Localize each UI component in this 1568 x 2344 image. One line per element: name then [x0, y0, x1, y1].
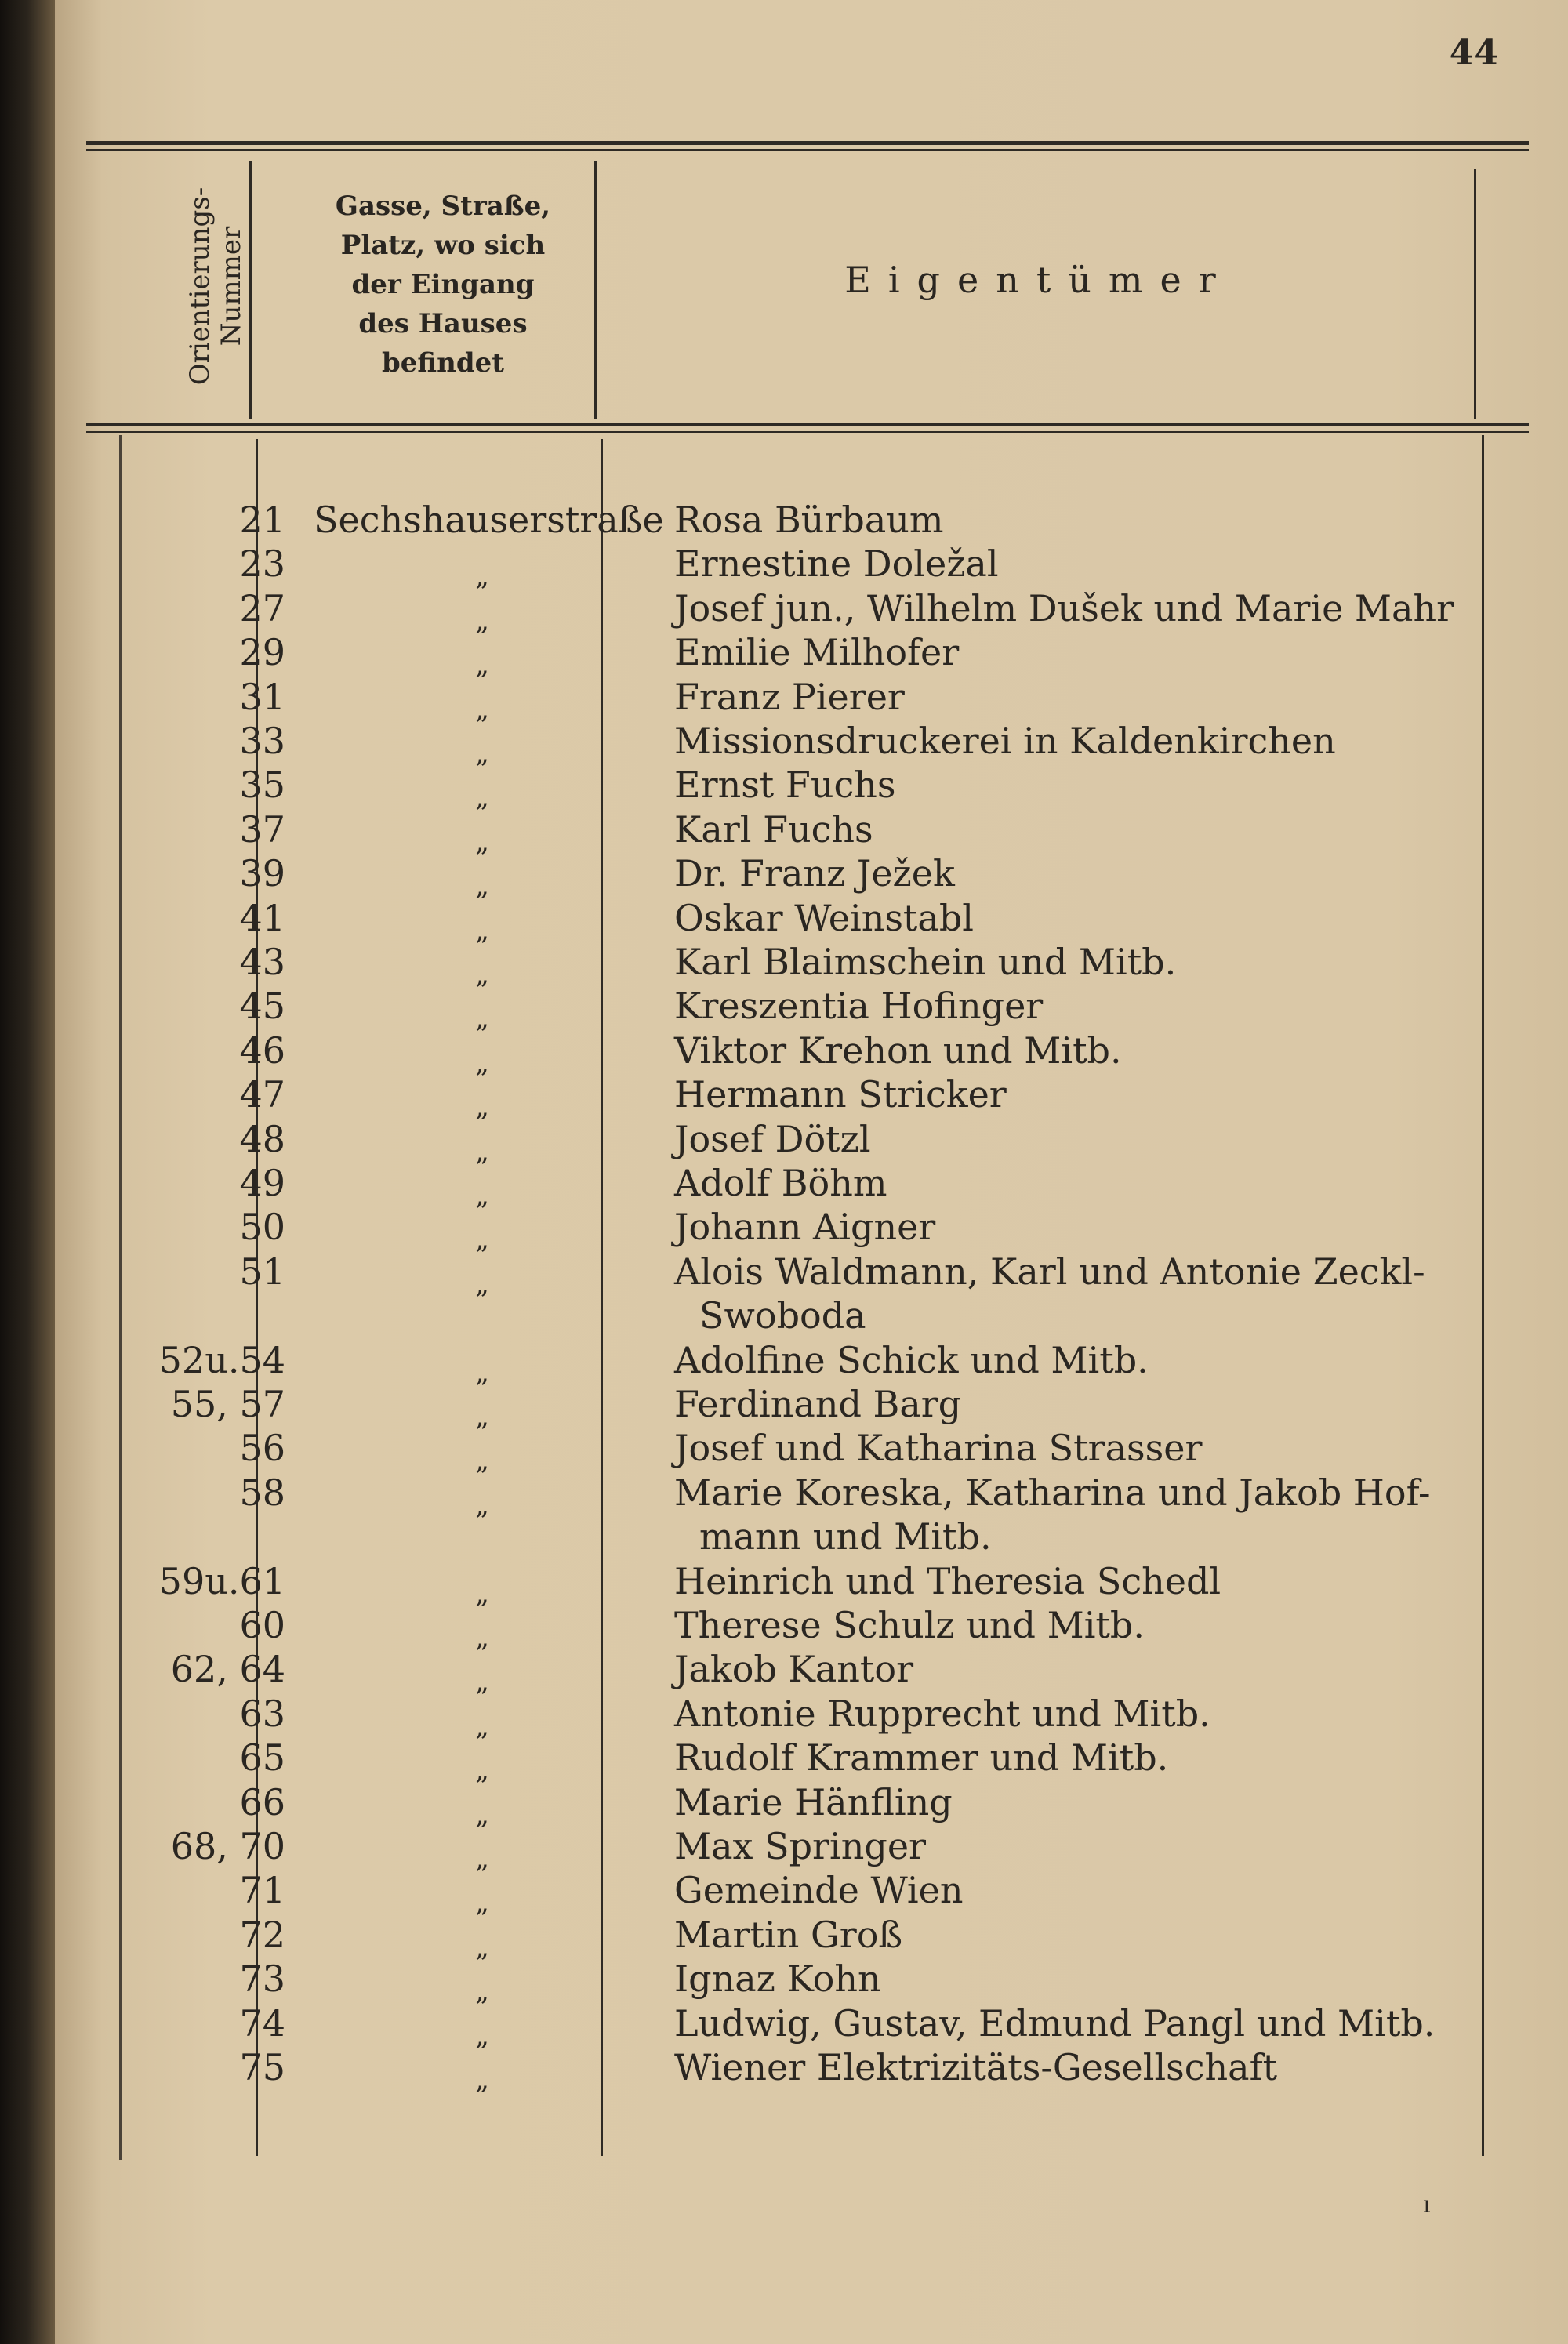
owner-name: Viktor Krehon und Mitb. — [674, 1029, 1122, 1072]
owner-name: Ernst Fuchs — [674, 764, 896, 807]
owner-name: Martin Groß — [674, 1913, 903, 1956]
house-number: 74 — [239, 2001, 285, 2045]
owner-name: Antonie Rupprecht und Mitb. — [674, 1692, 1210, 1735]
street-name: „ — [475, 1887, 489, 1919]
table-row — [55, 1515, 1568, 1558]
owner-name: Adolfine Schick und Mitb. — [674, 1338, 1149, 1381]
house-number: 45 — [239, 985, 285, 1028]
header-owner-column: Eigentümer — [844, 259, 1233, 301]
table-row — [55, 807, 1568, 858]
house-number: 48 — [239, 1117, 285, 1160]
header-divider-3 — [1474, 169, 1476, 419]
house-number: 33 — [239, 720, 285, 762]
owner-name: Wiener Elektrizitäts-Gesellschaft — [674, 2046, 1278, 2088]
street-name: „ — [475, 870, 489, 902]
owner-name: Josef jun., Wilhelm Dušek und Marie Mahr — [674, 586, 1454, 630]
house-number: 27 — [239, 586, 285, 630]
owner-name: Karl Blaimschein und Mitb. — [674, 941, 1177, 983]
header-top-rule-thin — [86, 149, 1529, 151]
house-number: 35 — [239, 764, 285, 807]
owner-name: Emilie Milhofer — [674, 631, 960, 674]
owner-name: Oskar Weinstabl — [674, 896, 974, 939]
table-row — [55, 2045, 1568, 2095]
table-row — [55, 1161, 1568, 1211]
house-number: 58 — [239, 1471, 285, 1514]
owner-name: Johann Aigner — [674, 1206, 936, 1249]
street-name: „ — [475, 914, 489, 946]
house-number: 65 — [239, 1736, 285, 1780]
owner-name: Dr. Franz Ježek — [674, 852, 955, 895]
house-number: 23 — [239, 542, 285, 586]
street-name: „ — [475, 1710, 489, 1742]
house-number: 31 — [239, 675, 285, 718]
street-name: „ — [475, 561, 489, 593]
header-number-line2: Nummer — [216, 226, 247, 347]
header-street-line3: der Eingang — [351, 269, 535, 300]
street-name: „ — [475, 2019, 489, 2052]
table-row — [55, 498, 1568, 542]
house-number: 60 — [239, 1604, 285, 1646]
table-row — [55, 542, 1568, 593]
table-row — [55, 1868, 1568, 1919]
owner-name: Adolf Böhm — [674, 1162, 887, 1204]
street-name: „ — [475, 1754, 489, 1787]
street-name: „ — [475, 604, 489, 637]
book-gutter-shadow — [0, 0, 55, 2344]
footer-mark: ı — [1423, 2191, 1431, 2219]
header-top-rule — [86, 141, 1529, 145]
street-name: „ — [475, 1003, 489, 1035]
owner-name: Ignaz Kohn — [674, 1958, 881, 2001]
owner-name: Swoboda — [699, 1294, 866, 1337]
house-number: 56 — [239, 1427, 285, 1470]
table-row — [55, 1736, 1568, 1787]
table-row — [55, 1338, 1568, 1388]
house-number: 66 — [239, 1780, 285, 1823]
table-row — [55, 1692, 1568, 1742]
owner-name: mann und Mitb. — [699, 1515, 992, 1558]
header-street-line4: des Hauses — [358, 308, 528, 339]
owner-name: Gemeinde Wien — [674, 1869, 964, 1912]
house-number: 51 — [239, 1250, 285, 1293]
street-name: „ — [475, 1091, 489, 1123]
house-number: 71 — [239, 1869, 285, 1912]
street-name: „ — [475, 1577, 489, 1609]
house-number: 73 — [239, 1958, 285, 2001]
owner-name: Karl Fuchs — [674, 807, 873, 851]
table-row — [55, 1250, 1568, 1300]
street-name: „ — [475, 1047, 489, 1079]
owner-name: Missionsdruckerei in Kaldenkirchen — [674, 720, 1336, 762]
owner-name: Ernestine Doležal — [674, 542, 999, 586]
owner-name: Marie Koreska, Katharina und Jakob Hof- — [674, 1471, 1431, 1514]
street-name: „ — [475, 959, 489, 990]
street-name: „ — [475, 1489, 489, 1521]
house-number: 55, 57 — [170, 1383, 285, 1425]
street-name: „ — [475, 1135, 489, 1167]
house-number: 52u.54 — [158, 1338, 285, 1381]
header-street-line5: befindet — [382, 347, 504, 379]
owner-name: Therese Schulz und Mitb. — [674, 1604, 1145, 1646]
street-name: „ — [475, 1931, 489, 1963]
table-row — [55, 1072, 1568, 1123]
table-row — [55, 630, 1568, 681]
header-bottom-rule-thin — [86, 431, 1529, 433]
owner-name: Heinrich und Theresia Schedl — [674, 1559, 1221, 1602]
book-page — [55, 0, 1568, 2344]
table-row — [55, 851, 1568, 902]
header-number-line1: Orientierungs- — [184, 187, 216, 386]
table-row — [55, 1117, 1568, 1167]
street-name: „ — [475, 782, 489, 814]
house-number: 46 — [239, 1029, 285, 1072]
house-number: 75 — [239, 2046, 285, 2088]
house-number: 29 — [239, 631, 285, 674]
house-number: 49 — [239, 1162, 285, 1204]
page-number: 44 — [1449, 33, 1499, 73]
street-name: „ — [475, 825, 489, 858]
street-name: „ — [475, 738, 489, 769]
owner-name: Kreszentia Hofinger — [674, 985, 1044, 1028]
owner-name: Alois Waldmann, Karl und Antonie Zeckl- — [674, 1250, 1425, 1293]
house-number: 37 — [239, 807, 285, 851]
street-name: „ — [475, 1356, 489, 1388]
street-name: „ — [475, 1224, 489, 1256]
table-row — [55, 675, 1568, 725]
header-divider-2 — [594, 161, 597, 419]
street-name: „ — [475, 1976, 489, 2008]
header-street-line2: Platz, wo sich — [340, 230, 546, 261]
owner-name: Rudolf Krammer und Mitb. — [674, 1736, 1169, 1780]
table-row — [55, 1780, 1568, 1831]
street-name: Sechshauserstraße — [314, 499, 664, 541]
owner-name: Josef und Katharina Strasser — [674, 1427, 1203, 1470]
owner-name: Marie Hänfling — [674, 1780, 953, 1823]
table-row — [55, 1205, 1568, 1256]
street-name: „ — [475, 1843, 489, 1874]
house-number: 21 — [239, 499, 285, 541]
table-row — [55, 763, 1568, 814]
owner-name: Hermann Stricker — [674, 1073, 1007, 1116]
table-row — [55, 940, 1568, 990]
house-number: 62, 64 — [170, 1648, 285, 1691]
house-number: 41 — [239, 896, 285, 939]
house-number: 68, 70 — [170, 1825, 285, 1867]
table-row — [55, 1382, 1568, 1432]
street-name: „ — [475, 1798, 489, 1831]
owner-name: Rosa Bürbaum — [674, 499, 944, 541]
house-number: 39 — [239, 852, 285, 895]
table-row — [55, 896, 1568, 946]
table-row — [55, 1559, 1568, 1609]
table-row — [55, 2001, 1568, 2052]
owner-name: Ferdinand Barg — [674, 1383, 962, 1425]
table-row — [55, 1471, 1568, 1521]
house-number: 50 — [239, 1206, 285, 1249]
house-number: 72 — [239, 1913, 285, 1956]
owner-name: Jakob Kantor — [674, 1648, 914, 1691]
house-number: 59u.61 — [158, 1559, 285, 1602]
table-row — [55, 1957, 1568, 2008]
street-name: „ — [475, 2064, 489, 2095]
street-name: „ — [475, 1180, 489, 1211]
table-row — [55, 984, 1568, 1035]
street-name: „ — [475, 1622, 489, 1653]
table-row — [55, 719, 1568, 769]
header-number-column — [149, 157, 282, 415]
owner-name: Josef Dötzl — [674, 1117, 871, 1160]
street-name: „ — [475, 1268, 489, 1300]
street-name: „ — [475, 693, 489, 725]
street-name: „ — [475, 1445, 489, 1477]
owner-name: Ludwig, Gustav, Edmund Pangl und Mitb. — [674, 2001, 1436, 2045]
street-name: „ — [475, 649, 489, 681]
table-row — [55, 1647, 1568, 1698]
table-row — [55, 1029, 1568, 1079]
table-row — [55, 1426, 1568, 1477]
table-row — [55, 1294, 1568, 1337]
street-name: „ — [475, 1666, 489, 1698]
owner-name: Franz Pierer — [674, 675, 905, 718]
header-street-column — [298, 187, 588, 383]
table-row — [55, 1913, 1568, 1963]
table-row — [55, 586, 1568, 637]
header-street-line1: Gasse, Straße, — [335, 190, 551, 222]
owner-name: Max Springer — [674, 1825, 927, 1867]
street-name: „ — [475, 1401, 489, 1432]
house-number: 63 — [239, 1692, 285, 1735]
house-number: 43 — [239, 941, 285, 983]
header-bottom-rule — [86, 423, 1529, 426]
table-row — [55, 1824, 1568, 1874]
house-number: 47 — [239, 1073, 285, 1116]
table-row — [55, 1603, 1568, 1653]
